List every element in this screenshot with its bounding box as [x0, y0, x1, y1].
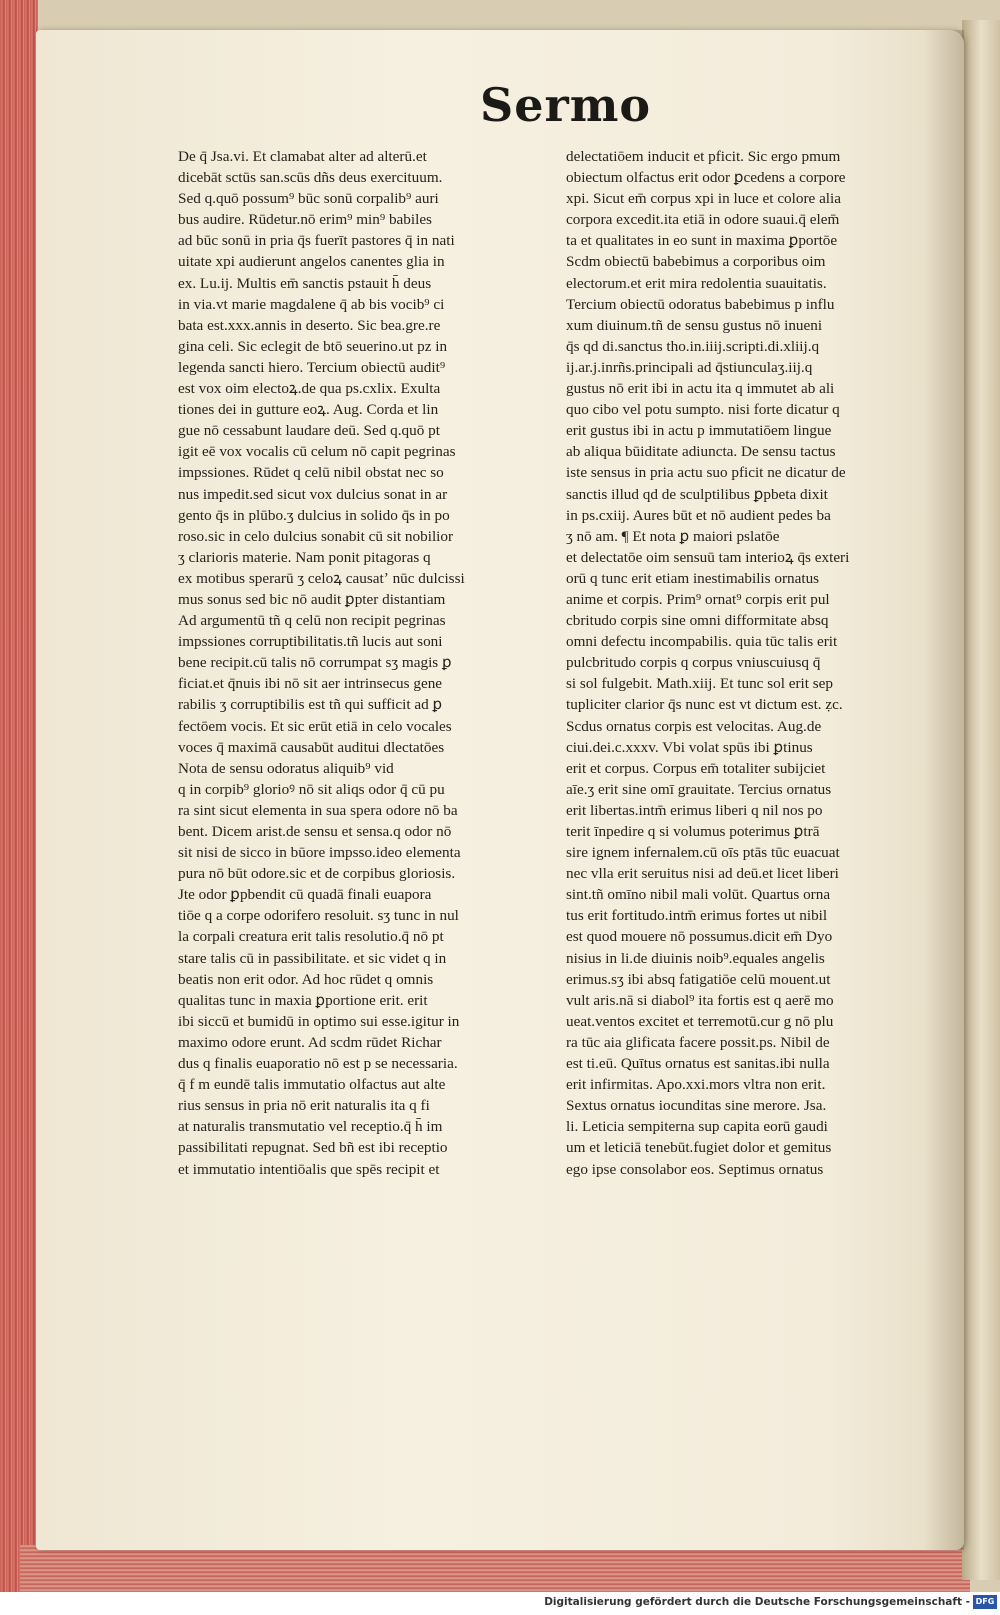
text-line: aīe.ʒ erit sine omī grauitate. Tercius ornatus	[566, 780, 832, 798]
text-line: sire ignem infernalem.cū oīs ptās tūc euacuat	[566, 844, 840, 862]
text-line: Jte odor ꝑpbendit cū quadā finali euapora	[178, 886, 432, 904]
text-line: tiones dei in gutture eoꝝ. Aug. Corda et lin	[178, 401, 439, 419]
text-line: maximo odore erunt. Ad scdm rūdet Richar	[178, 1033, 442, 1051]
text-line: um et leticiā tenebūt.fugiet dolor et gemitus	[566, 1139, 832, 1157]
text-line: si sol fulgebit. Math.xiij. Et tunc sol erit sep	[566, 675, 834, 693]
footer-bar	[0, 1592, 1000, 1615]
funding-credit: Digitalisierung gefördert durch die Deutsche Forschungsgemeinschaft -	[544, 1596, 970, 1608]
text-line: erit et corpus. Corpus em̄ totaliter subijciet	[566, 759, 826, 777]
gutter-shadow	[924, 30, 964, 1550]
facing-page-edge	[962, 20, 1000, 1580]
text-line: pura nō būt odore.sic et de corpibus gloriosis.	[178, 865, 456, 883]
text-line: nisius in li.de diuinis noib⁹.equales angelis	[566, 949, 825, 967]
text-line: rius sensus in pria nō erit naturalis ita q fi	[178, 1097, 430, 1115]
text-line: igit eē vox vocalis cū celum nō capit pegrinas	[178, 443, 456, 461]
text-line: erit gustus ibi in actu p immutatiōem lingue	[566, 422, 832, 440]
text-line: ra tūc aia glificata facere possit.ps. Nibil de	[566, 1033, 830, 1051]
text-line: tiōe q a corpe odorifero resoluit. sʒ tunc in nul	[178, 907, 459, 925]
text-column-right	[566, 146, 916, 1180]
text-line: De q̄ Jsa.vi. Et clamabat alter ad alterū.et	[178, 148, 427, 165]
text-line: ciui.dei.c.xxxv. Vbi volat spūs ibi ꝑtinus	[566, 738, 813, 756]
text-line: q̄ f m eundē talis immutatio olfactus aut alte	[178, 1076, 446, 1094]
text-line: stare talis cū in passibilitate. et sic videt q in	[178, 949, 447, 967]
text-line: impssiones. Rūdet q celū nibil obstat nec so	[178, 464, 444, 482]
text-line: sanctis illud qd de sculptilibus ꝑpbeta dixit	[566, 485, 828, 503]
text-line: in via.vt marie magdalene q̄ ab bis vocib⁹ ci	[178, 295, 445, 313]
text-line: xpi. Sicut em̄ corpus xpi in luce et colore alia	[566, 190, 841, 208]
text-line: dus q finalis euaporatio nō est p se necessaria.	[178, 1055, 458, 1073]
text-line: Sed q.quō possum⁹ būc sonū corpalib⁹ auri	[178, 190, 439, 208]
text-line: bene recipit.cū talis nō corrumpat sʒ magis ꝑ	[178, 654, 452, 672]
text-line: qualitas tunc in maxia ꝑportione erit. erit	[178, 991, 428, 1009]
text-line: ego ipse consolabor eos. Septimus ornatus	[566, 1160, 824, 1178]
text-line: bata est.xxx.annis in deserto. Sic bea.gre.re	[178, 316, 441, 334]
text-line: gina celi. Sic eclegit de btō seuerino.ut pz in	[178, 337, 448, 355]
text-line: omni defectu incompabilis. quia tūc talis erit	[566, 633, 838, 651]
text-line: Tercium obiectū odoratus babebimus p influ	[566, 295, 835, 313]
text-line: ad būc sonū in pria q̄s fuerīt pastores q̄ in nati	[178, 232, 455, 250]
text-line: Scdm obiectū babebimus a corporibus oim	[566, 253, 826, 271]
text-line: li. Leticia sempiterna sup capita eorū gaudi	[566, 1118, 828, 1136]
text-line: ij.ar.j.inrñs.principali ad q̄stiunculaʒ.iij.q	[566, 358, 813, 376]
text-line: impssiones corruptibilitatis.tñ lucis aut soni	[178, 633, 443, 651]
text-line: ab aliqua būiditate adiuncta. De sensu tactus	[566, 443, 836, 461]
text-line: delectatiōem inducit et pficit. Sic ergo pmum	[566, 148, 841, 165]
text-line: et delectatōe oim sensuū tam interioꝝ q̄s exteri	[566, 548, 850, 566]
text-line: q in corpib⁹ glorioꝰ nō sit aliqs odor q̄ cū pu	[178, 780, 445, 798]
text-line: xum diuinum.tñ de sensu gustus nō inueni	[566, 316, 823, 334]
text-line: tus erit fortitudo.intm̄ erimus fortes ut nibil	[566, 907, 828, 925]
text-line: electorum.et erit mira redolentia suauitatis.	[566, 274, 827, 292]
text-line: orū q tunc erit etiam inestimabilis ornatus	[566, 569, 820, 587]
text-line: in ps.cxiij. Aures būt et nō audient pedes ba	[566, 506, 831, 524]
text-line: ex. Lu.ij. Multis em̄ sanctis pstauit h̄ deus	[178, 274, 432, 292]
text-line: est ti.eū. Quītus ornatus est sanitas.ibi nulla	[566, 1055, 830, 1073]
text-line: nec vlla erit seruitus nisi ad deū.et licet liberi	[566, 865, 839, 883]
text-line: la corpali creatura erit talis resolutio.q̄ nō pt	[178, 928, 444, 946]
text-line: roso.sic in celo dulcius sonabit cū sit nobilior	[178, 527, 454, 545]
text-line: nus impedit.sed sicut vox dulcius sonat in ar	[178, 485, 448, 503]
text-line: ueat.ventos excitet et terremotū.cur g nō plu	[566, 1012, 834, 1030]
text-line: voces q̄ maximā causabūt auditui dlectatōes	[178, 738, 445, 756]
text-line: Nota de sensu odoratus aliquib⁹ vid	[178, 759, 394, 777]
text-line: ficiat.et q̄nuis ibi nō sit aer intrinsecus gene	[178, 675, 443, 693]
text-line: sit nisi de sicco in būore impsso.ideo elementa	[178, 844, 461, 862]
dfg-logo: DFG	[973, 1595, 997, 1609]
text-line: vult aris.nā si diabol⁹ ita fortis est q aerē mo	[566, 991, 834, 1009]
text-line: ta et qualitates in eo sunt in maxima ꝑportōe	[566, 232, 838, 250]
text-line: est quod mouere nō possumus.dicit em̄ Dyo	[566, 928, 833, 946]
text-line: quo cibo vel potu sumpto. nisi forte dicatur q	[566, 401, 840, 419]
text-line: gue nō cessabunt laudare deū. Sed q.quō pt	[178, 422, 440, 440]
text-line: mus sonus sed bic nō audit ꝑpter distantiam	[178, 590, 446, 608]
text-line: terit īnpedire q si volumus poterimus ꝑtrā	[566, 823, 820, 840]
text-line: passibilitati repugnat. Sed bñ est ibi receptio	[178, 1139, 448, 1157]
text-line: ibi siccū et bumidū in optimo sui esse.igitur in	[178, 1012, 460, 1030]
page-edges-bottom	[20, 1545, 970, 1592]
text-line: beatis non erit odor. Ad hoc rūdet q omnis	[178, 970, 434, 988]
text-line: sint.tñ omīno nibil mali volūt. Quartus orna	[566, 886, 831, 904]
running-heading: Sermo	[480, 78, 652, 132]
text-line: Ad argumentū tñ q celū non recipit pegrinas	[178, 612, 446, 630]
text-line: q̄s qd di.sanctus tho.in.iiij.scripti.di.xliij.q	[566, 337, 820, 355]
text-line: gento q̄s in plūbo.ʒ dulcius in solido q̄s in po	[178, 506, 450, 524]
page-edges-left	[0, 0, 38, 1592]
text-column-left	[178, 146, 528, 1180]
text-line: erimus.sʒ ibi absq fatigatiōe celū mouent.ut	[566, 970, 831, 988]
text-line: obiectum olfactus erit odor ꝑcedens a corpore	[566, 169, 846, 187]
text-line: pulcbritudo corpis q corpus vniuscuiusq q̄	[566, 654, 821, 672]
text-line: erit infirmitas. Apo.xxi.mors vltra non erit.	[566, 1076, 826, 1094]
text-line: uitate xpi audierunt angelos canentes glia in	[178, 253, 445, 271]
text-line: tupliciter clarior q̄s nunc est vt dictum est. ẓc.	[566, 696, 843, 714]
text-line: at naturalis transmutatio vel receptio.q̄ h̄ im	[178, 1118, 443, 1136]
text-line: erit libertas.intm̄ erimus liberi q nil nos po	[566, 801, 823, 819]
text-line: et immutatio intentiōalis que spēs recipit et	[178, 1160, 440, 1178]
text-line: fectōem vocis. Et sic erūt etiā in celo vocales	[178, 717, 452, 735]
text-line: iste sensus in pria actu suo pficit ne dicatur de	[566, 464, 846, 482]
text-line: rabilis ʒ corruptibilis est tñ qui sufficit ad ꝑ	[178, 696, 443, 714]
text-line: Scdus ornatus corpis est velocitas. Aug.de	[566, 717, 822, 735]
text-line: bent. Dicem arist.de sensu et sensa.q odor nō	[178, 823, 452, 840]
text-line: legenda sancti hiero. Tercium obiectū audit⁹	[178, 358, 446, 376]
text-line: gustus nō erit ibi in actu ita q immutet ab ali	[566, 380, 835, 398]
text-line: ʒ nō am. ¶ Et nota ꝑ maiori pslatōe	[566, 527, 780, 545]
text-line: ʒ clarioris materie. Nam ponit pitagoras q	[178, 548, 431, 566]
text-line: ra sint sicut elementa in sua spera odore nō ba	[178, 801, 458, 819]
text-line: ex motibus sperarū ʒ celoꝝ causatʼ nūc dulcissi	[178, 569, 465, 587]
text-line: dicebāt sctūs san.scūs dñs deus exercituum.	[178, 169, 443, 187]
text-line: anime et corpis. Prim⁹ ornat⁹ corpis erit pul	[566, 590, 830, 608]
text-line: corpora excedit.ita etiā in odore suaui.q̄ elem̄	[566, 211, 840, 229]
text-line: bus audire. Rūdetur.nō erim⁹ min⁹ babiles	[178, 211, 432, 229]
text-line: cbritudo corpis sine omni difformitate absq	[566, 612, 829, 630]
text-line: est vox oim electoꝝ.de qua ps.cxlix. Exulta	[178, 380, 441, 398]
text-line: Sextus ornatus iocunditas sine merore. Jsa.	[566, 1097, 827, 1115]
